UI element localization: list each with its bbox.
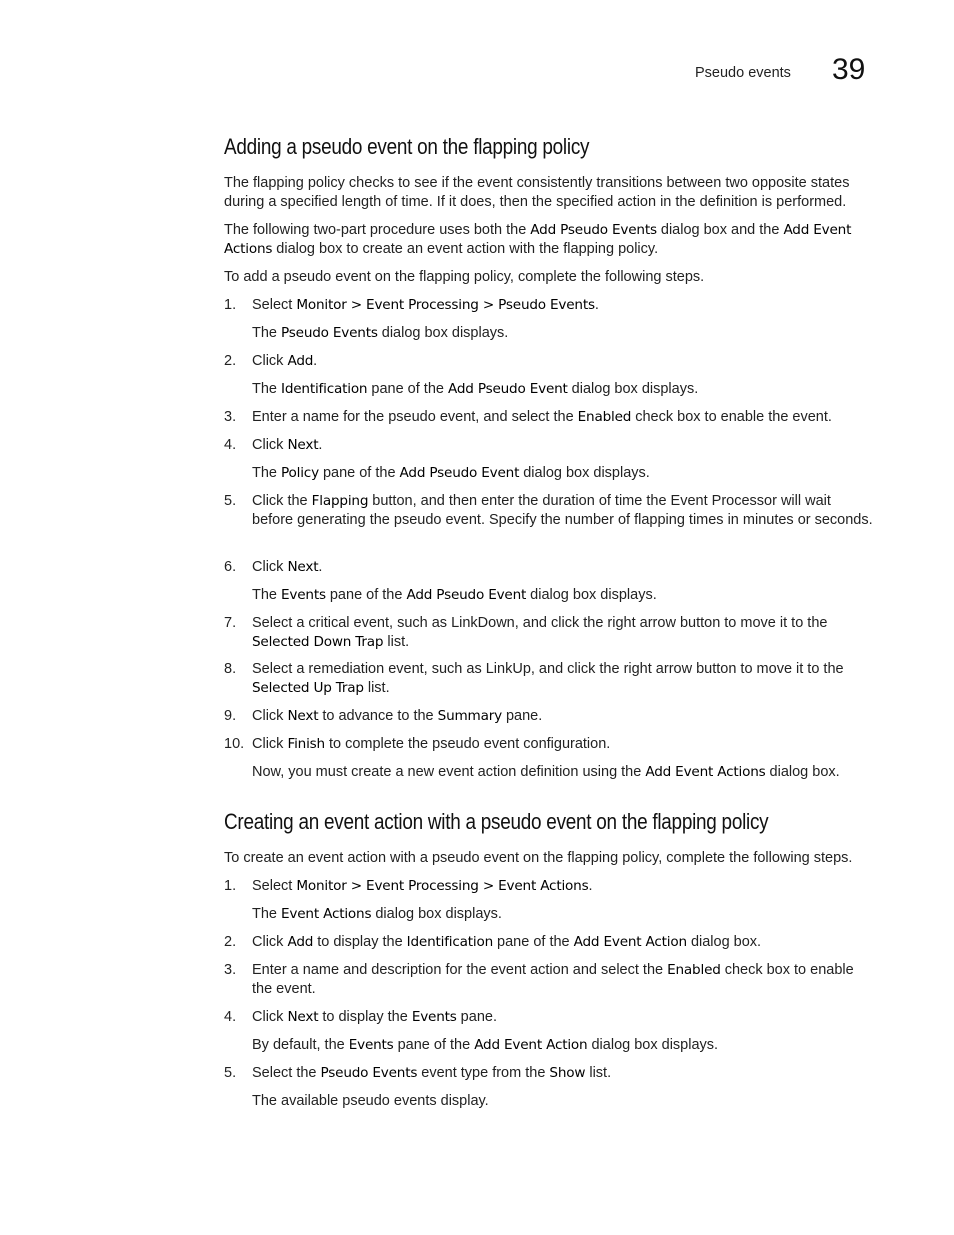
ui-term: Selected Down Trap [252, 634, 384, 650]
step-number: 3. [224, 962, 237, 978]
text: The [252, 465, 282, 481]
text: dialog box displays. [526, 587, 657, 603]
text: to display the [318, 1009, 412, 1025]
paragraph: To add a pseudo event on the flapping policy, complete the following steps. [224, 269, 705, 285]
text: dialog box displays. [519, 465, 650, 481]
step-number: 4. [224, 437, 237, 453]
text: Click [252, 437, 288, 453]
step-result [252, 905, 872, 924]
text: check box to enable the event. [252, 962, 854, 997]
paragraph [224, 221, 874, 259]
paragraph: To create an event action with a pseudo event on the flapping policy, complete the following steps. [224, 850, 853, 866]
step-number: 1. [224, 878, 237, 894]
ui-term: Add Event Action [474, 1037, 588, 1053]
text: event type from the [417, 1065, 550, 1081]
text: Enter a name for the pseudo event, and select the [252, 409, 578, 425]
step-number: 4. [224, 1009, 237, 1025]
step-number: 9. [224, 708, 237, 724]
step-result [252, 1036, 872, 1055]
text: pane of the [393, 1037, 475, 1053]
text: . [588, 878, 593, 894]
text: By default, the [252, 1037, 349, 1053]
step-number: 2. [224, 353, 237, 369]
step-result [252, 763, 872, 782]
ui-term: Enabled [667, 962, 721, 978]
step-item [224, 614, 874, 652]
text: pane of the [367, 381, 448, 397]
step-item [224, 877, 874, 896]
step-result [252, 586, 872, 605]
step-text [252, 492, 874, 530]
text: Now, you must create a new event action definition using the [252, 764, 646, 780]
text: Click [252, 736, 288, 752]
ui-term: Identification [281, 381, 368, 397]
step-item [224, 961, 874, 999]
ui-term: Monitor > Event Processing > Pseudo Events [296, 297, 595, 313]
step-item [224, 1064, 874, 1083]
ui-term: Finish [287, 736, 325, 752]
step-text [252, 558, 874, 577]
step-number: 5. [224, 493, 237, 509]
step-result [252, 464, 872, 483]
text: dialog box. [686, 934, 762, 950]
text: Select a critical event, such as LinkDown, and click the right arrow button to move it to the [252, 615, 828, 631]
text: Select a remediation event, such as LinkUp, and click the right arrow button to move it to the [252, 661, 844, 677]
ui-term: Flapping [311, 493, 369, 509]
step-item [224, 436, 874, 455]
step-item [224, 492, 874, 530]
ui-term: Next [287, 1009, 319, 1025]
text: . [318, 437, 323, 453]
step-item [224, 707, 874, 726]
ui-term: Add Event Actions [645, 764, 766, 780]
text: to display the [313, 934, 407, 950]
text: to advance to the [318, 708, 438, 724]
text: dialog box. [765, 764, 840, 780]
ui-term: Selected Up Trap [252, 680, 364, 696]
step-number: 10. [224, 736, 245, 752]
step-text [252, 961, 874, 999]
text: . [594, 297, 599, 313]
text: dialog box and the [656, 222, 784, 238]
step-number: 5. [224, 1065, 237, 1081]
step-text [252, 436, 874, 455]
text: check box to enable the event. [631, 409, 832, 425]
text: Enter a name and description for the event action and select the [252, 962, 668, 978]
step-item [224, 352, 874, 371]
text: pane of the [325, 587, 407, 603]
ui-term: Add Pseudo Event [406, 587, 527, 603]
text: Click [252, 934, 288, 950]
step-text [252, 296, 874, 315]
ui-term: Add [287, 934, 314, 950]
text: Click [252, 559, 288, 575]
ui-term: Add Event Actions [224, 222, 852, 257]
text: . [318, 559, 323, 575]
ui-term: Pseudo Events [320, 1065, 418, 1081]
text: pane of the [493, 934, 574, 950]
step-item [224, 296, 874, 315]
step-text [252, 408, 874, 427]
text: list. [383, 634, 410, 650]
step-text [252, 933, 874, 952]
step-number: 7. [224, 615, 237, 631]
text: Select the [252, 1065, 321, 1081]
step-result [252, 1092, 872, 1111]
step-item [224, 408, 874, 427]
step-result [252, 380, 872, 399]
step-item [224, 933, 874, 952]
ui-term: Next [287, 559, 319, 575]
ui-term: Add Pseudo Event [447, 381, 568, 397]
ui-term: Add Pseudo Events [530, 222, 657, 238]
ui-term: Event Actions [281, 906, 372, 922]
text: The available pseudo events display. [252, 1093, 489, 1109]
step-text [252, 352, 874, 371]
text: Click [252, 353, 288, 369]
step-result [252, 324, 872, 343]
section-heading: Adding a pseudo event on the flapping policy [224, 134, 590, 159]
ui-term: Identification [406, 934, 494, 950]
step-item [224, 735, 874, 754]
ui-term: Summary [437, 708, 502, 724]
ui-term: Next [287, 708, 319, 724]
text: Click [252, 708, 288, 724]
ui-term: Add Pseudo Event [399, 465, 520, 481]
step-number: 8. [224, 661, 237, 677]
text: The following two-part procedure uses both the [224, 222, 531, 238]
section-heading: Creating an event action with a pseudo event on the flapping policy [224, 809, 769, 834]
text: list. [363, 680, 390, 696]
ui-term: Show [549, 1065, 586, 1081]
step-item [224, 660, 874, 698]
text: The [252, 325, 282, 341]
text: dialog box to create an event action with the flapping policy. [272, 241, 659, 257]
ui-term: Next [287, 437, 319, 453]
step-number: 1. [224, 297, 237, 313]
text: Select [252, 878, 297, 894]
text: Select [252, 297, 297, 313]
text: The [252, 587, 282, 603]
ui-term: Policy [281, 465, 319, 481]
text: pane. [456, 1009, 497, 1025]
text: pane of the [318, 465, 400, 481]
text: Click [252, 1009, 288, 1025]
step-text [252, 1064, 874, 1083]
ui-term: Add [287, 353, 314, 369]
text: dialog box displays. [587, 1037, 719, 1053]
step-item [224, 558, 874, 577]
ui-term: Add Event Action [573, 934, 687, 950]
ui-term: Pseudo Events [281, 325, 378, 341]
step-number: 3. [224, 409, 237, 425]
text: The [252, 381, 282, 397]
ui-term: Monitor > Event Processing > Event Actions [296, 878, 589, 894]
step-number: 2. [224, 934, 237, 950]
step-number: 6. [224, 559, 237, 575]
text: Click the [252, 493, 312, 509]
paragraph: The flapping policy checks to see if the event consistently transitions between two opposite states during a specified length of time. If it does, then the specified action in the definition is performed. [224, 175, 850, 210]
running-header-section: Pseudo events [695, 65, 791, 81]
text: to complete the pseudo event configuration. [324, 736, 611, 752]
step-item [224, 1008, 874, 1027]
step-text [252, 707, 874, 726]
step-text [252, 660, 874, 698]
text: button, and then enter the duration of time the Event Processor will wait before generating the pseudo event. Specify the number of flapping times in minutes or seconds. [252, 493, 873, 528]
text: dialog box displays. [377, 325, 509, 341]
text: dialog box displays. [567, 381, 699, 397]
text: pane. [501, 708, 543, 724]
text: The [252, 906, 282, 922]
ui-term: Events [281, 587, 326, 603]
text: list. [585, 1065, 612, 1081]
step-text [252, 735, 874, 754]
text: . [313, 353, 318, 369]
step-text [252, 614, 874, 652]
ui-term: Events [348, 1037, 394, 1053]
step-text [252, 1008, 874, 1027]
step-text [252, 877, 874, 896]
chapter-number: 39 [832, 53, 866, 86]
ui-term: Events [411, 1009, 457, 1025]
ui-term: Enabled [577, 409, 632, 425]
text: dialog box displays. [371, 906, 502, 922]
